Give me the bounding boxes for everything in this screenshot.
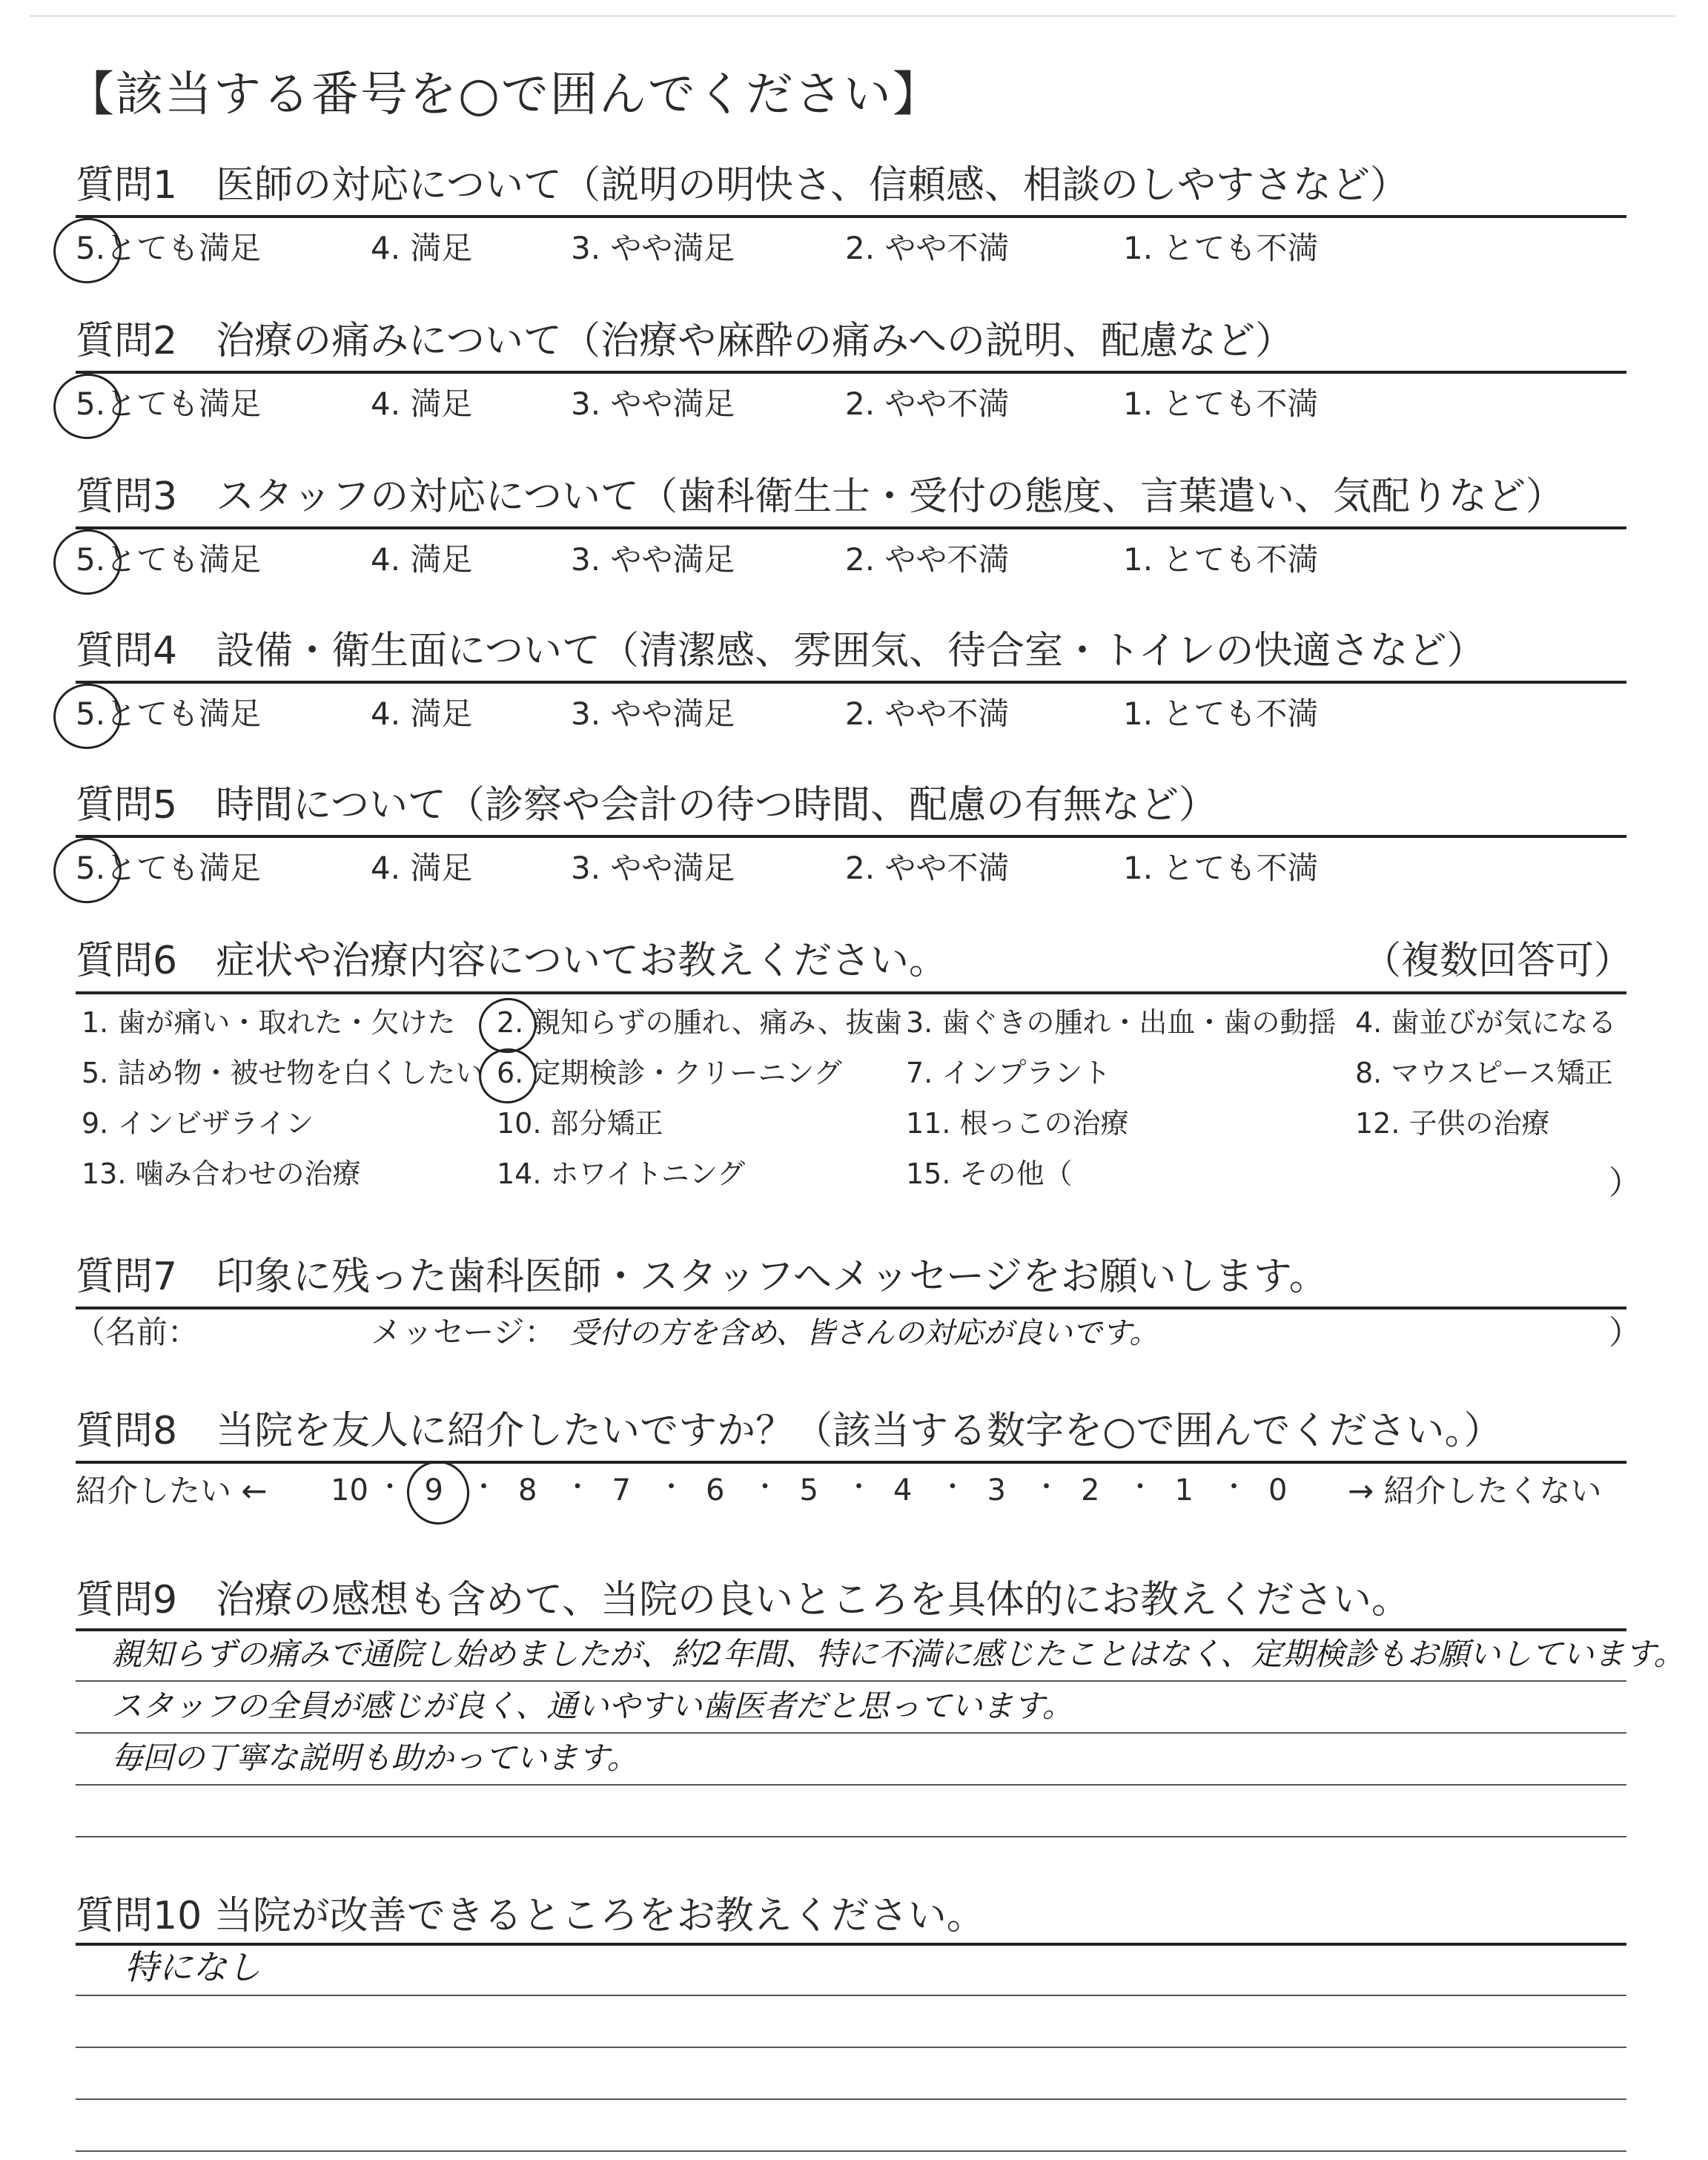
q2-title: 質問2 治療の痛みについて（治療や麻酔の痛みへの説明、配慮など） [76,319,1294,363]
q6-option-12[interactable]: 12. 子供の治療 [1355,1107,1550,1140]
q5-option-4[interactable]: 4. 満足 [371,850,473,886]
q8-scale-1[interactable]: 1 [1174,1473,1194,1507]
q8-separator: ・ [939,1472,967,1502]
q4-selection-circle [47,677,128,755]
q10-answer-text-1[interactable]: 特になし [125,1947,261,1987]
q8-scale-2[interactable]: 2 [1081,1473,1100,1507]
q6-option-7[interactable]: 7. インプラント [906,1057,1111,1089]
q9-answer-text-1[interactable]: 親知らずの痛みで通院し始めましたが、約2年間、特に不満に感じたことはなく、定期検診もお願いしています。 [111,1636,1685,1672]
q4-option-1[interactable]: 1. とても不満 [1123,696,1319,732]
q6-option-6[interactable]: 6. 定期検診・クリーニング [497,1057,842,1089]
q8-scale-8[interactable]: 8 [518,1473,537,1507]
q1-option-1[interactable]: 1. とても不満 [1123,230,1319,266]
q6-option-2[interactable]: 2. 親知らずの腫れ、痛み、抜歯 [497,1006,902,1039]
q3-option-2[interactable]: 2. やや不満 [845,541,1010,578]
q5-selection-circle [47,831,128,909]
q4-rule [76,681,1626,684]
q8-scale-0[interactable]: 0 [1268,1473,1288,1507]
q3-title: 質問3 スタッフの対応について（歯科衛生士・受付の態度、言葉遣い、気配りなど） [76,475,1565,519]
q3-selection-circle [47,523,128,601]
q9-answer-line [76,1784,1626,1786]
q3-option-4[interactable]: 4. 満足 [371,541,473,578]
q6-option-10[interactable]: 10. 部分矯正 [497,1107,663,1140]
q7-message-text[interactable]: 受付の方を含め、皆さんの対応が良いです。 [569,1316,1159,1350]
page-header: 【該当する番号を○で囲んでください】 [67,67,941,122]
q4-option-2[interactable]: 2. やや不満 [845,696,1010,732]
q5-rule [76,835,1626,838]
q1-option-2[interactable]: 2. やや不満 [845,230,1010,266]
q6-option-8[interactable]: 8. マウスピース矯正 [1355,1057,1613,1089]
q3-option-3[interactable]: 3. やや満足 [571,541,735,578]
q7-name-label: （名前： [74,1314,199,1350]
q8-scale-5[interactable]: 5 [799,1473,818,1507]
q2-rule [76,371,1626,374]
q4-option-3[interactable]: 3. やや満足 [571,696,735,732]
q5-option-3[interactable]: 3. やや満足 [571,850,735,886]
q9-answer-line [76,1732,1626,1734]
q8-separator: ・ [1220,1472,1248,1502]
q8-scale-7[interactable]: 7 [612,1473,631,1507]
q6-option-9[interactable]: 9. インビザライン [82,1107,314,1140]
q6-note: （複数回答可） [1363,939,1633,983]
q2-option-5[interactable]: 5.とても満足 [76,386,262,422]
q7-title: 質問7 印象に残った歯科医師・スタッフへメッセージをお願いします。 [76,1255,1328,1299]
q1-option-3[interactable]: 3. やや満足 [571,230,735,266]
q6-selection-circle-6 [474,1043,542,1109]
q8-scale-3[interactable]: 3 [987,1473,1006,1507]
q1-selection-circle [47,211,128,289]
q8-title: 質問8 当院を友人に紹介したいですか？（該当する数字を○で囲んでください。） [76,1409,1503,1453]
q10-title: 質問10 当院が改善できるところをお教えください。 [76,1894,985,1938]
q1-rule [76,215,1626,218]
q5-option-1[interactable]: 1. とても不満 [1123,850,1319,886]
q2-option-2[interactable]: 2. やや不満 [845,386,1010,422]
q8-separator: ・ [658,1472,685,1502]
q10-rule [76,1943,1626,1946]
q6-close-paren: ） [1609,1164,1641,1202]
q9-answer-line [76,1680,1626,1682]
q8-separator: ・ [1033,1472,1060,1502]
q1-option-4[interactable]: 4. 満足 [371,230,473,266]
q8-separator: ・ [470,1472,497,1502]
q5-option-2[interactable]: 2. やや不満 [845,850,1010,886]
q9-answer-line [76,1836,1626,1837]
q8-separator: ・ [845,1472,873,1502]
q4-option-4[interactable]: 4. 満足 [371,696,473,732]
q8-right-label: → 紹介したくない [1348,1473,1602,1509]
q7-rule [76,1307,1626,1309]
q2-option-3[interactable]: 3. やや満足 [571,386,735,422]
q2-option-4[interactable]: 4. 満足 [371,386,473,422]
q7-message-label: メッセージ： [371,1314,556,1350]
q8-separator: ・ [564,1472,592,1502]
q5-title: 質問5 時間について（診察や会計の待つ時間、配慮の有無など） [76,783,1218,828]
q2-selection-circle [47,367,128,445]
q8-separator: ・ [1127,1472,1154,1502]
q9-answer-text-3[interactable]: 毎回の丁寧な説明も助かっています。 [111,1740,638,1776]
q6-option-1[interactable]: 1. 歯が痛い・取れた・欠けた [82,1006,456,1039]
q6-rule [76,991,1626,994]
q10-answer-line [76,1995,1626,1996]
scan-top-edge [30,15,1675,17]
q8-separator: ・ [377,1472,404,1502]
q6-option-13[interactable]: 13. 噛み合わせの治療 [82,1157,361,1190]
q8-separator: ・ [752,1472,779,1502]
q6-option-11[interactable]: 11. 根っこの治療 [906,1107,1129,1140]
q8-rule [76,1461,1626,1464]
q3-option-5[interactable]: 5.とても満足 [76,541,262,578]
q9-title: 質問9 治療の感想も含めて、当院の良いところを具体的にお教えください。 [76,1578,1411,1622]
q6-option-4[interactable]: 4. 歯並びが気になる [1355,1006,1617,1039]
q4-option-5[interactable]: 5.とても満足 [76,696,262,732]
q6-option-5[interactable]: 5. 詰め物・被せ物を白くしたい [82,1057,484,1089]
q8-scale-6[interactable]: 6 [706,1473,725,1507]
q5-option-5[interactable]: 5.とても満足 [76,850,262,886]
q8-scale-10[interactable]: 10 [331,1473,368,1507]
q6-option-15[interactable]: 15. その他（ [906,1157,1073,1190]
q4-title: 質問4 設備・衛生面について（清潔感、雰囲気、待合室・トイレの快適さなど） [76,629,1486,673]
q6-option-14[interactable]: 14. ホワイトニング [497,1157,746,1190]
q8-selection-circle [400,1455,474,1530]
q9-answer-text-2[interactable]: スタッフの全員が感じが良く、通いやすい歯医者だと思っています。 [111,1688,1073,1724]
q10-answer-line [76,2047,1626,2048]
q8-scale-4[interactable]: 4 [893,1473,913,1507]
q1-option-5[interactable]: 5.とても満足 [76,230,262,266]
q10-answer-line [76,2098,1626,2100]
q3-option-1[interactable]: 1. とても不満 [1123,541,1319,578]
q8-scale-9[interactable]: 9 [424,1473,443,1507]
q6-title: 質問6 症状や治療内容についてお教えください。 [76,939,948,983]
q8-left-label: 紹介したい ← [76,1473,268,1509]
q6-option-3[interactable]: 3. 歯ぐきの腫れ・出血・歯の動揺 [906,1006,1337,1039]
q7-close-paren: ） [1609,1314,1641,1352]
q10-answer-line [76,2150,1626,2152]
q2-option-1[interactable]: 1. とても不満 [1123,386,1319,422]
q1-title: 質問1 医師の対応について（説明の明快さ、信頼感、相談のしやすさなど） [76,163,1409,208]
q9-rule [76,1628,1626,1631]
q3-rule [76,526,1626,529]
